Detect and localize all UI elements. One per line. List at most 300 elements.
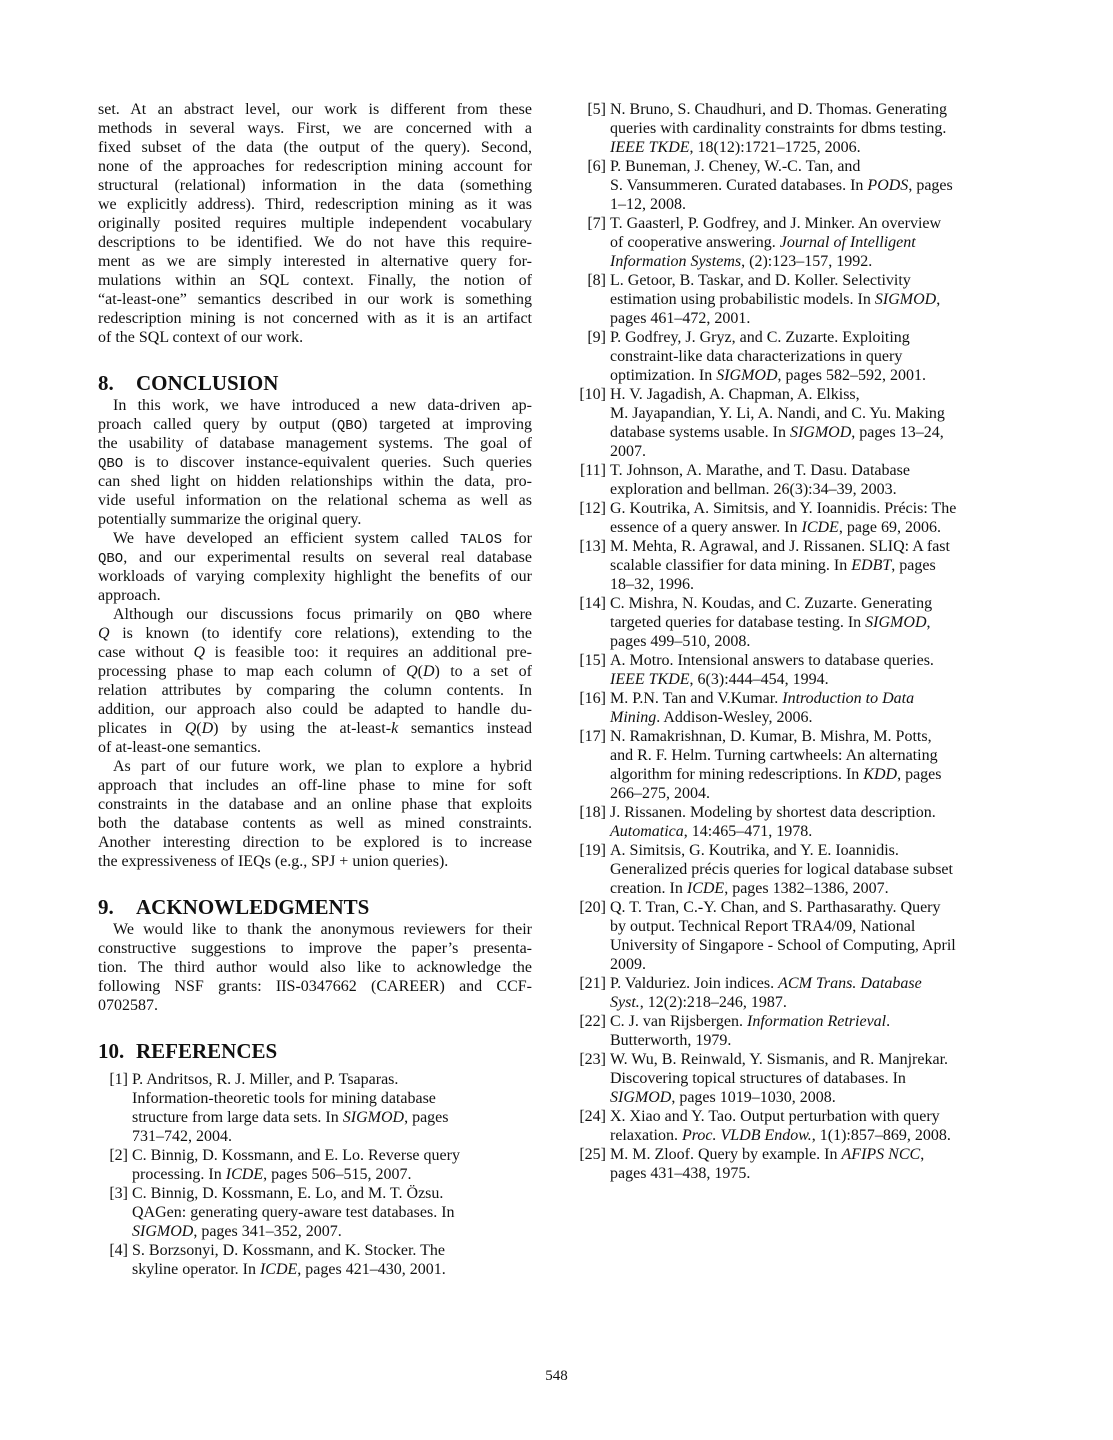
text-line <box>610 670 1016 689</box>
reference-item <box>98 1184 532 1241</box>
text-line: N. Ramakrishnan, D. Kumar, B. Mishra, M. Potts, <box>610 728 932 745</box>
italic-text: Q <box>98 625 110 642</box>
text-segment: , pages 506–515, 2007. <box>263 1166 412 1183</box>
italic-text: Q <box>184 720 197 737</box>
text-line <box>610 708 1016 727</box>
reference-item <box>576 1012 1016 1050</box>
italic-text: SIGMOD <box>789 424 852 441</box>
reference-item <box>98 1241 532 1279</box>
text-line: T. Johnson, A. Marathe, and T. Dasu. Database <box>610 462 910 479</box>
text-line <box>610 290 1016 309</box>
text-segment: targeted queries for database testing. In <box>610 614 866 631</box>
reference-item <box>576 271 1016 328</box>
text-segment: M. P.N. Tan and V.Kumar. <box>610 690 783 707</box>
text-line <box>610 176 1016 195</box>
text-line: constraint-like data characterizations in query <box>610 348 903 365</box>
text-line <box>132 1222 532 1241</box>
text-line: the expressiveness of IEQs (e.g., SPJ + union queries). <box>98 853 449 870</box>
text-segment: where <box>480 606 532 623</box>
reference-item <box>576 461 1016 499</box>
text-segment: , 1(1):857–869, 2008. <box>811 1127 951 1144</box>
reference-text <box>610 499 1016 537</box>
text-line: none of the approaches for redescription mining account for <box>98 158 532 175</box>
italic-text: Information Systems <box>610 253 742 270</box>
text-line: approach. <box>98 587 161 604</box>
text-line: constraints in the database and an online phase that exploits <box>98 796 532 813</box>
reference-list-right <box>576 100 1016 1183</box>
text-line: Another interesting direction to be explored is to increase <box>98 834 532 851</box>
reference-text <box>610 898 1016 974</box>
reference-label: [12] <box>579 500 606 517</box>
reference-label: [15] <box>579 652 606 669</box>
reference-text <box>610 803 1016 841</box>
text-line: redescription mining is not concerned with as it is an artifact <box>98 310 532 327</box>
text-segment: scalable classifier for data mining. In <box>610 557 852 574</box>
reference-item <box>576 651 1016 689</box>
acknowledgments-body <box>98 920 532 1015</box>
text-line: G. Koutrika, A. Simitsis, and Y. Ioannidis. Précis: The <box>610 500 957 517</box>
reference-text <box>610 100 1016 157</box>
text-segment: , pages <box>908 177 953 194</box>
text-line: We would like to thank the anonymous reviewers for their <box>113 921 532 938</box>
reference-item <box>576 974 1016 1012</box>
text-line <box>610 556 1016 575</box>
text-segment: , pages 341–352, 2007. <box>193 1223 342 1240</box>
italic-text: ACM Trans. Database <box>778 975 922 992</box>
reference-label: [16] <box>579 690 606 707</box>
reference-text <box>610 974 1016 1012</box>
text-segment: is feasible too: it requires an additional pre- <box>205 644 533 661</box>
reference-item <box>576 328 1016 385</box>
text-line <box>98 548 532 567</box>
text-line <box>610 138 1016 157</box>
reference-text <box>132 1241 532 1279</box>
italic-text: IEEE TKDE <box>610 671 690 688</box>
reference-label: [17] <box>579 728 606 745</box>
reference-label: [8] <box>587 272 606 289</box>
text-line: we explicitly address). Third, redescription mining as it was <box>98 196 532 213</box>
reference-item <box>576 499 1016 537</box>
text-line: constructive suggestions to improve the paper’s presenta- <box>98 940 532 957</box>
section-title: ACKNOWLEDGMENTS <box>136 895 370 919</box>
left-column <box>98 100 532 1279</box>
text-line: P. Andritsos, R. J. Miller, and P. Tsaparas. <box>132 1071 399 1088</box>
reference-text <box>132 1070 532 1146</box>
text-segment: ) to a set of <box>434 663 532 680</box>
reference-item <box>576 157 1016 214</box>
reference-text <box>610 157 1016 214</box>
text-segment: , <box>920 1146 925 1163</box>
text-segment: proach called query by output ( <box>98 416 337 433</box>
text-line: A. Motro. Intensional answers to database queries. <box>610 652 934 669</box>
reference-label: [21] <box>579 975 606 992</box>
text-line: vide useful information on the relational schema as well as <box>98 492 532 509</box>
text-line <box>132 1165 532 1184</box>
reference-label: [13] <box>579 538 606 555</box>
italic-text: SIGMOD <box>716 367 778 384</box>
text-segment: C. J. van Rijsbergen. <box>610 1013 748 1030</box>
text-segment: , pages 582–592, 2001. <box>777 367 926 384</box>
text-line: fixed subset of the data (the output of the query). Second, <box>98 139 532 156</box>
text-line <box>98 643 532 662</box>
text-line: Information-theoretic tools for mining database <box>132 1090 436 1107</box>
monospace-text: QBO <box>454 608 481 624</box>
text-line: “at-least-one” semantics described in our work is something <box>98 291 532 308</box>
monospace-text: QBO <box>98 456 124 472</box>
reference-text <box>610 1145 1016 1183</box>
text-segment: , (2):123–157, 1992. <box>741 253 873 270</box>
text-line: In this work, we have introduced a new data-driven ap- <box>113 397 532 414</box>
text-line: pages 499–510, 2008. <box>610 633 751 650</box>
italic-text: Information Retrieval <box>747 1013 887 1030</box>
text-line <box>610 993 1016 1012</box>
text-segment: ) by using the at-least- <box>213 720 392 737</box>
reference-item <box>576 1050 1016 1107</box>
reference-label: [24] <box>579 1108 606 1125</box>
text-segment: is known (to identify core relations), extending to the <box>109 625 532 642</box>
text-line: A. Simitsis, G. Koutrika, and Y. E. Ioannidis. <box>610 842 899 859</box>
text-line: W. Wu, B. Reinwald, Y. Sismanis, and R. Manjrekar. <box>610 1051 949 1068</box>
text-line <box>610 1145 1016 1164</box>
italic-text: Syst. <box>610 994 640 1011</box>
text-line: descriptions to be identified. We do not have this require- <box>98 234 532 251</box>
reference-label: [6] <box>587 158 606 175</box>
text-segment: database systems usable. In <box>610 424 790 441</box>
reference-label: [5] <box>587 101 606 118</box>
italic-text: SIGMOD <box>874 291 937 308</box>
text-segment: processing phase to map each column of <box>98 663 407 680</box>
reference-item <box>576 1107 1016 1145</box>
text-line: potentially summarize the original query. <box>98 511 362 528</box>
text-line <box>610 613 1016 632</box>
text-segment: essence of a query answer. In <box>610 519 802 536</box>
text-line: N. Bruno, S. Chaudhuri, and D. Thomas. Generating <box>610 101 947 118</box>
italic-text: IEEE TKDE <box>610 139 690 156</box>
text-line: M. Mehta, R. Agrawal, and J. Rissanen. SLIQ: A fast <box>610 538 950 555</box>
text-line <box>98 605 532 624</box>
italic-text: EDBT <box>851 557 892 574</box>
text-line: L. Getoor, B. Taskar, and D. Koller. Selectivity <box>610 272 911 289</box>
italic-text: SIGMOD <box>865 614 927 631</box>
reference-label: [11] <box>579 462 606 479</box>
text-line: following NSF grants: IIS-0347662 (CAREER) and CCF- <box>98 978 532 995</box>
right-column <box>576 100 1016 1183</box>
text-segment: , page 69, 2006. <box>838 519 942 536</box>
text-line <box>610 233 1016 252</box>
reference-label: [19] <box>579 842 606 859</box>
reference-item <box>98 1070 532 1146</box>
reference-text <box>610 271 1016 328</box>
italic-text: D <box>422 663 435 680</box>
text-line: QAGen: generating query-aware test databases. In <box>132 1204 455 1221</box>
reference-label: [20] <box>579 899 606 916</box>
text-line: originally posited requires multiple independent vocabulary <box>98 215 532 232</box>
text-line <box>98 719 532 738</box>
text-segment: , pages <box>897 766 942 783</box>
section-number: 8. <box>98 371 114 395</box>
reference-label: [10] <box>579 386 606 403</box>
text-line: S. Borzsonyi, D. Kossmann, and K. Stocker. The <box>132 1242 446 1259</box>
text-line: workloads of varying complexity highlight the benefits of our <box>98 568 532 585</box>
section-title: REFERENCES <box>136 1039 278 1063</box>
text-segment: algorithm for mining redescriptions. In <box>610 766 864 783</box>
text-line: As part of our future work, we plan to explore a hybrid <box>113 758 532 775</box>
text-segment: M. M. Zloof. Query by example. In <box>610 1146 842 1163</box>
text-line: addition, our approach also could be adapted to handle du- <box>98 701 532 718</box>
text-segment: ( <box>196 720 202 737</box>
intro-paragraph <box>98 100 532 347</box>
section-number: 10. <box>98 1039 125 1063</box>
text-segment: , pages <box>404 1109 449 1126</box>
text-segment: , 12(2):218–246, 1987. <box>639 994 787 1011</box>
paragraph <box>98 396 532 529</box>
italic-text: Journal of Intelligent <box>779 234 916 251</box>
text-line <box>610 879 1016 898</box>
reference-item <box>576 1145 1016 1183</box>
text-line: tion. The third author would also like to acknowledge the <box>98 959 532 976</box>
reference-label: [14] <box>579 595 606 612</box>
reference-label: [18] <box>579 804 606 821</box>
text-line: mulations within an SQL context. Finally, the notion of <box>98 272 532 289</box>
text-segment: . <box>886 1013 891 1030</box>
text-line: T. Gaasterl, P. Godfrey, and J. Minker. An overview <box>610 215 942 232</box>
reference-label: [4] <box>109 1242 128 1259</box>
reference-text <box>132 1146 532 1184</box>
italic-text: KDD <box>863 766 898 783</box>
text-line: pages 431–438, 1975. <box>610 1165 751 1182</box>
text-segment: , <box>936 291 941 308</box>
italic-text: SIGMOD <box>342 1109 405 1126</box>
reference-label: [2] <box>109 1147 128 1164</box>
italic-text: Automatica <box>610 823 684 840</box>
reference-item <box>576 385 1016 461</box>
reference-text <box>610 1107 1016 1145</box>
page-number: 548 <box>545 1368 568 1384</box>
text-segment: , 18(12):1721–1725, 2006. <box>689 139 861 156</box>
reference-item <box>576 537 1016 594</box>
reference-label: [23] <box>579 1051 606 1068</box>
text-line: ment as we are simply interested in alternative query for- <box>98 253 532 270</box>
reference-label: [9] <box>587 329 606 346</box>
text-line: X. Xiao and Y. Tao. Output perturbation with query <box>610 1108 940 1125</box>
section-heading-references <box>98 1038 532 1064</box>
monospace-text: QBO <box>336 418 363 434</box>
text-segment: ( <box>417 663 423 680</box>
section-title: CONCLUSION <box>136 371 279 395</box>
text-line: Discovering topical structures of databases. In <box>610 1070 906 1087</box>
reference-text <box>610 594 1016 651</box>
section-number: 9. <box>98 895 114 919</box>
text-line: 2007. <box>610 443 646 460</box>
text-line <box>98 662 532 681</box>
text-line: J. Rissanen. Modeling by shortest data description. <box>610 804 936 821</box>
text-line: 18–32, 1996. <box>610 576 694 593</box>
reference-item <box>576 689 1016 727</box>
reference-list-left <box>98 1070 532 1279</box>
text-segment: relaxation. <box>610 1127 682 1144</box>
text-line: set. At an abstract level, our work is different from these <box>98 101 532 118</box>
section-heading-conclusion <box>98 370 532 396</box>
text-line: C. Binnig, D. Kossmann, and E. Lo. Reverse query <box>132 1147 460 1164</box>
italic-text: ICDE <box>259 1261 298 1278</box>
reference-item <box>576 214 1016 271</box>
text-segment: , and our experimental results on several real database <box>123 549 532 566</box>
reference-item <box>98 1146 532 1184</box>
italic-text: ICDE <box>225 1166 264 1183</box>
reference-text <box>610 1012 1016 1050</box>
italic-text: Proc. VLDB Endow. <box>681 1127 812 1144</box>
monospace-text: TALOS <box>460 532 503 548</box>
text-line: H. V. Jagadish, A. Chapman, A. Elkiss, <box>610 386 860 403</box>
reference-item <box>576 841 1016 898</box>
reference-text <box>610 841 1016 898</box>
text-line: relation attributes by comparing the column contents. In <box>98 682 532 699</box>
text-line: Butterworth, 1979. <box>610 1032 732 1049</box>
text-line <box>610 1088 1016 1107</box>
text-segment: S. Vansummeren. Curated databases. In <box>610 177 868 194</box>
text-line: 731–742, 2004. <box>132 1128 232 1145</box>
text-segment: for <box>502 530 533 547</box>
text-line: of at-least-one semantics. <box>98 739 262 756</box>
text-segment: creation. In <box>610 880 687 897</box>
text-line <box>98 453 532 472</box>
reference-text <box>610 328 1016 385</box>
text-segment: , pages 1382–1386, 2007. <box>724 880 889 897</box>
text-segment: is to discover instance-equivalent queries. Such queries <box>123 454 532 471</box>
text-line: queries with cardinality constraints for dbms testing. <box>610 120 947 137</box>
italic-text: ICDE <box>801 519 839 536</box>
text-segment: , pages 13–24, <box>851 424 944 441</box>
text-line <box>610 518 1016 537</box>
text-segment: , <box>926 614 931 631</box>
text-segment: , 14:465–471, 1978. <box>683 823 813 840</box>
text-segment: , pages <box>891 557 936 574</box>
reference-label: [25] <box>579 1146 606 1163</box>
reference-text <box>610 1050 1016 1107</box>
text-line <box>610 974 1016 993</box>
text-line <box>610 765 1016 784</box>
italic-text: Q <box>193 644 206 661</box>
italic-text: Mining <box>610 709 657 726</box>
text-segment: Although our discussions focus primarily on <box>113 606 455 623</box>
text-line: approach that includes an off-line phase to mine for soft <box>98 777 532 794</box>
italic-text: k <box>391 720 399 737</box>
reference-label: [22] <box>579 1013 606 1030</box>
text-line: University of Singapore - School of Computing, April <box>610 937 956 954</box>
text-line: by output. Technical Report TRA4/09, National <box>610 918 916 935</box>
text-line: of the SQL context of our work. <box>98 329 304 346</box>
text-line <box>610 822 1016 841</box>
text-line <box>610 1012 1016 1031</box>
text-line: the usability of database management systems. The goal of <box>98 435 532 452</box>
reference-label: [3] <box>109 1185 128 1202</box>
reference-label: [7] <box>587 215 606 232</box>
text-line <box>132 1260 532 1279</box>
text-line <box>610 252 1016 271</box>
text-segment: estimation using probabilistic models. In <box>610 291 875 308</box>
reference-item <box>576 594 1016 651</box>
paragraph <box>98 529 532 605</box>
text-line <box>132 1108 532 1127</box>
text-line: and R. F. Helm. Turning cartwheels: An alternating <box>610 747 938 764</box>
italic-text: SIGMOD <box>132 1223 194 1240</box>
text-line: both the database contents as well as mined constraints. <box>98 815 532 832</box>
text-segment: ) targeted at improving <box>362 416 532 433</box>
reference-text <box>610 689 1016 727</box>
reference-text <box>610 461 1016 499</box>
text-line: 266–275, 2004. <box>610 785 710 802</box>
text-segment: structure from large data sets. In <box>132 1109 343 1126</box>
reference-item <box>576 898 1016 974</box>
text-line <box>98 529 532 548</box>
italic-text: Q <box>406 663 418 680</box>
text-line: pages 461–472, 2001. <box>610 310 751 327</box>
text-segment: skyline operator. In <box>132 1261 260 1278</box>
reference-item <box>576 100 1016 157</box>
text-line <box>98 415 532 434</box>
reference-item <box>576 727 1016 803</box>
text-segment: plicates in <box>98 720 185 737</box>
paragraph <box>98 605 532 757</box>
italic-text: ICDE <box>686 880 725 897</box>
text-segment: semantics instead <box>398 720 532 737</box>
text-segment: , pages 421–430, 2001. <box>297 1261 446 1278</box>
italic-text: PODS <box>867 177 909 194</box>
text-line: structural (relational) information in the data (something <box>98 177 532 194</box>
text-line <box>610 1126 1016 1145</box>
italic-text: AFIPS NCC <box>841 1146 921 1163</box>
text-line: methods in several ways. First, we are concerned with a <box>98 120 532 137</box>
reference-text <box>132 1184 532 1241</box>
reference-text <box>610 385 1016 461</box>
text-line: P. Godfrey, J. Gryz, and C. Zuzarte. Exploiting <box>610 329 910 346</box>
text-line <box>98 624 532 643</box>
section-heading-acknowledgments <box>98 894 532 920</box>
text-segment: processing. In <box>132 1166 226 1183</box>
text-segment: optimization. In <box>610 367 717 384</box>
conclusion-body <box>98 396 532 871</box>
text-segment: , pages 1019–1030, 2008. <box>671 1089 836 1106</box>
paragraph <box>98 920 532 1015</box>
text-line: Q. T. Tran, C.-Y. Chan, and S. Parthasarathy. Query <box>610 899 941 916</box>
text-segment: case without <box>98 644 194 661</box>
reference-text <box>610 727 1016 803</box>
italic-text: SIGMOD <box>610 1089 672 1106</box>
text-segment: We have developed an efficient system called <box>113 530 460 547</box>
reference-item <box>576 803 1016 841</box>
text-line <box>610 689 1016 708</box>
text-segment: P. Valduriez. Join indices. <box>610 975 779 992</box>
paragraph <box>98 757 532 871</box>
text-line: M. Jayapandian, Y. Li, A. Nandi, and C. Yu. Making <box>610 405 945 422</box>
text-line: C. Mishra, N. Koudas, and C. Zuzarte. Generating <box>610 595 933 612</box>
text-line: exploration and bellman. 26(3):34–39, 2003. <box>610 481 897 498</box>
italic-text: D <box>201 720 214 737</box>
text-line <box>610 366 1016 385</box>
italic-text: Introduction to Data <box>782 690 915 707</box>
text-segment: of cooperative answering. <box>610 234 780 251</box>
reference-text <box>610 537 1016 594</box>
monospace-text: QBO <box>98 551 124 567</box>
text-segment: , 6(3):444–454, 1994. <box>689 671 829 688</box>
text-line <box>610 423 1016 442</box>
text-line: can shed light on hidden relationships within the data, pro- <box>98 473 532 490</box>
text-line: P. Buneman, J. Cheney, W.-C. Tan, and <box>610 158 861 175</box>
text-line: 2009. <box>610 956 646 973</box>
reference-text <box>610 214 1016 271</box>
reference-text <box>610 651 1016 689</box>
text-line: 0702587. <box>98 997 158 1014</box>
